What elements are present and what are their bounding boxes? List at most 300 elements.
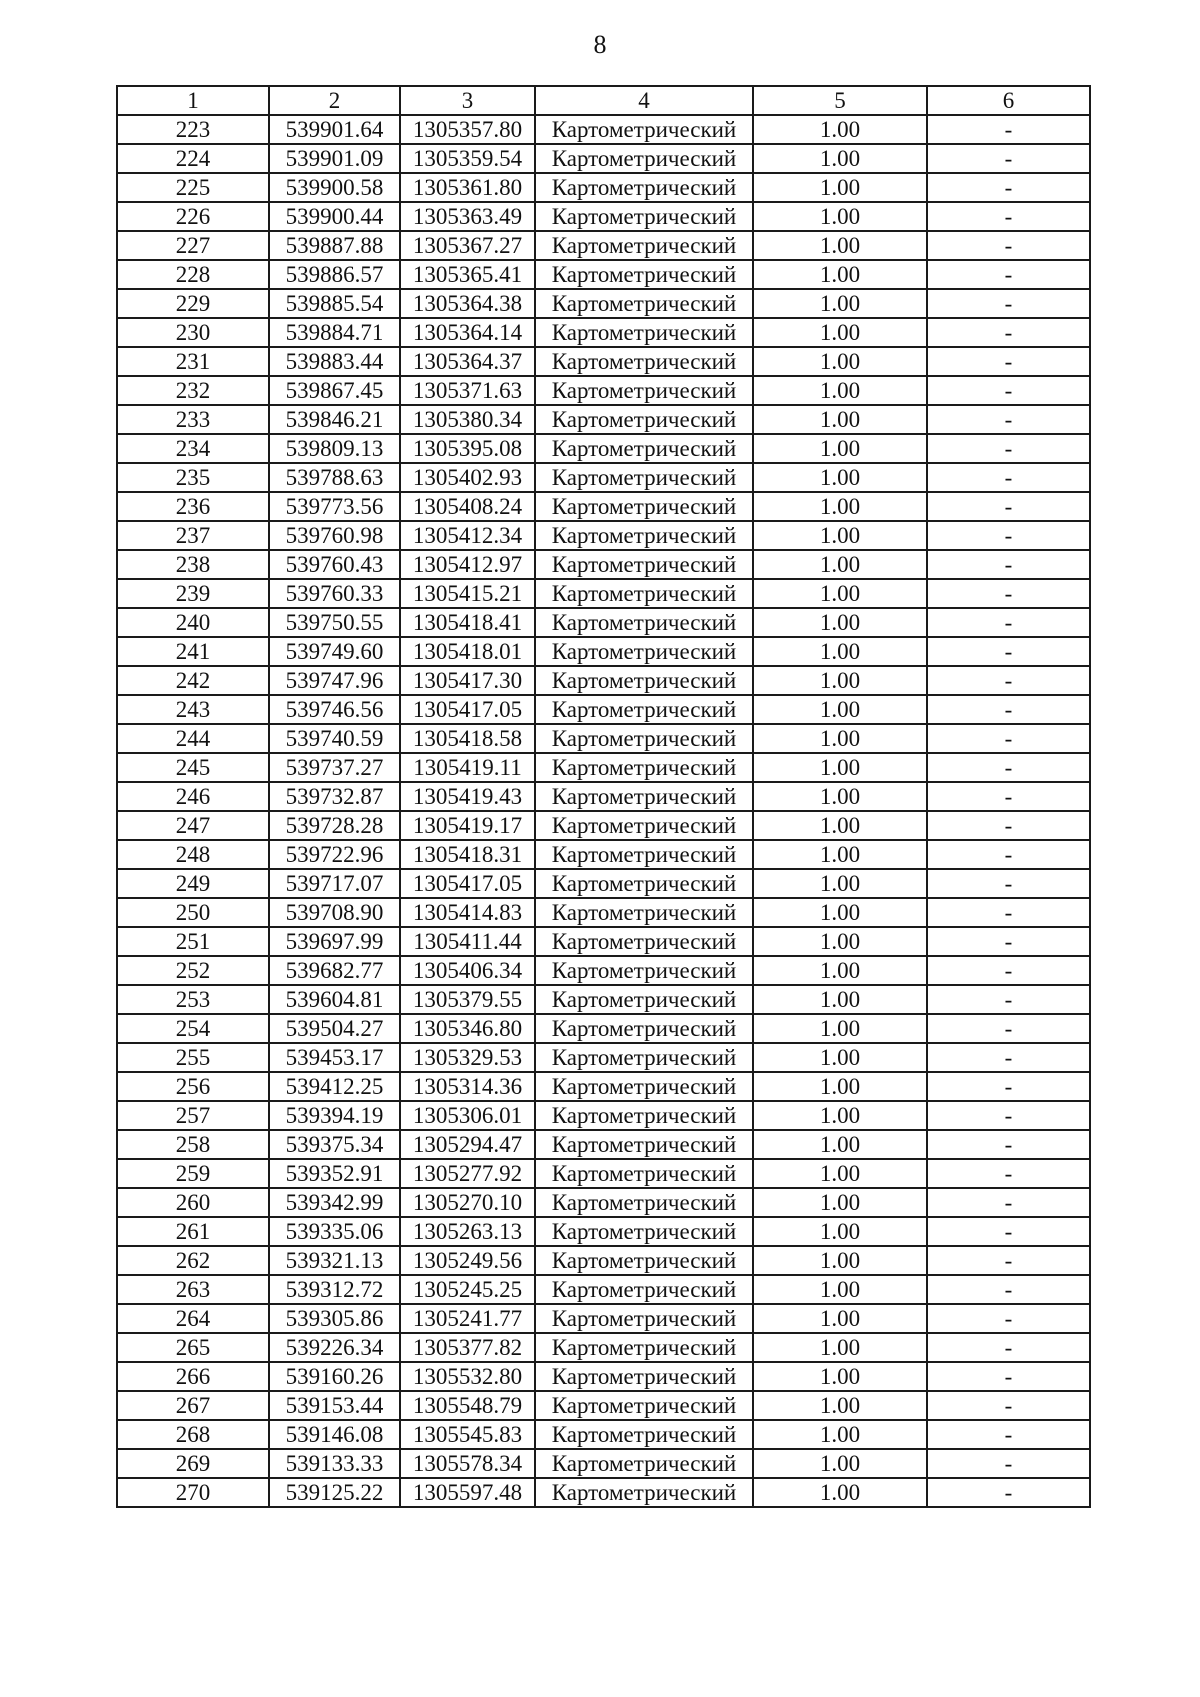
x-coordinate-cell: 539760.43 — [269, 550, 400, 579]
y-coordinate-cell: 1305408.24 — [400, 492, 535, 521]
method-cell: Картометрический — [535, 405, 753, 434]
method-cell: Картометрический — [535, 1014, 753, 1043]
x-coordinate-cell: 539749.60 — [269, 637, 400, 666]
accuracy-cell: 1.00 — [753, 1101, 927, 1130]
point-number-cell: 261 — [117, 1217, 269, 1246]
description-cell: - — [927, 1478, 1090, 1507]
description-cell: - — [927, 1130, 1090, 1159]
method-cell: Картометрический — [535, 318, 753, 347]
method-cell: Картометрический — [535, 173, 753, 202]
table-row — [117, 898, 1090, 927]
y-coordinate-cell: 1305371.63 — [400, 376, 535, 405]
accuracy-cell: 1.00 — [753, 1072, 927, 1101]
accuracy-cell: 1.00 — [753, 463, 927, 492]
point-number-cell: 263 — [117, 1275, 269, 1304]
accuracy-cell: 1.00 — [753, 347, 927, 376]
x-coordinate-cell: 539887.88 — [269, 231, 400, 260]
point-number-cell: 228 — [117, 260, 269, 289]
column-header-2: 2 — [269, 86, 400, 115]
column-header-1: 1 — [117, 86, 269, 115]
accuracy-cell: 1.00 — [753, 1420, 927, 1449]
x-coordinate-cell: 539504.27 — [269, 1014, 400, 1043]
description-cell: - — [927, 1101, 1090, 1130]
description-cell: - — [927, 231, 1090, 260]
table-row — [117, 492, 1090, 521]
table-row — [117, 144, 1090, 173]
accuracy-cell: 1.00 — [753, 434, 927, 463]
point-number-cell: 262 — [117, 1246, 269, 1275]
y-coordinate-cell: 1305419.17 — [400, 811, 535, 840]
y-coordinate-cell: 1305418.58 — [400, 724, 535, 753]
x-coordinate-cell: 539746.56 — [269, 695, 400, 724]
description-cell: - — [927, 521, 1090, 550]
description-cell: - — [927, 1304, 1090, 1333]
point-number-cell: 255 — [117, 1043, 269, 1072]
point-number-cell: 240 — [117, 608, 269, 637]
description-cell: - — [927, 1159, 1090, 1188]
x-coordinate-cell: 539773.56 — [269, 492, 400, 521]
x-coordinate-cell: 539335.06 — [269, 1217, 400, 1246]
method-cell: Картометрический — [535, 1043, 753, 1072]
table-row — [117, 1275, 1090, 1304]
page-number: 8 — [593, 30, 607, 59]
point-number-cell: 231 — [117, 347, 269, 376]
y-coordinate-cell: 1305249.56 — [400, 1246, 535, 1275]
y-coordinate-cell: 1305270.10 — [400, 1188, 535, 1217]
table-row — [117, 840, 1090, 869]
description-cell: - — [927, 811, 1090, 840]
table-row — [117, 637, 1090, 666]
description-cell: - — [927, 1275, 1090, 1304]
method-cell: Картометрический — [535, 376, 753, 405]
accuracy-cell: 1.00 — [753, 811, 927, 840]
point-number-cell: 246 — [117, 782, 269, 811]
point-number-cell: 247 — [117, 811, 269, 840]
accuracy-cell: 1.00 — [753, 753, 927, 782]
table-row — [117, 202, 1090, 231]
method-cell: Картометрический — [535, 753, 753, 782]
table-row — [117, 695, 1090, 724]
table-row — [117, 347, 1090, 376]
y-coordinate-cell: 1305418.31 — [400, 840, 535, 869]
table-row — [117, 289, 1090, 318]
point-number-cell: 226 — [117, 202, 269, 231]
point-number-cell: 249 — [117, 869, 269, 898]
y-coordinate-cell: 1305578.34 — [400, 1449, 535, 1478]
description-cell: - — [927, 1420, 1090, 1449]
point-number-cell: 241 — [117, 637, 269, 666]
y-coordinate-cell: 1305418.01 — [400, 637, 535, 666]
x-coordinate-cell: 539375.34 — [269, 1130, 400, 1159]
table-row — [117, 1362, 1090, 1391]
accuracy-cell: 1.00 — [753, 1275, 927, 1304]
x-coordinate-cell: 539453.17 — [269, 1043, 400, 1072]
accuracy-cell: 1.00 — [753, 927, 927, 956]
y-coordinate-cell: 1305364.14 — [400, 318, 535, 347]
x-coordinate-cell: 539886.57 — [269, 260, 400, 289]
table-row — [117, 1101, 1090, 1130]
x-coordinate-cell: 539732.87 — [269, 782, 400, 811]
y-coordinate-cell: 1305361.80 — [400, 173, 535, 202]
method-cell: Картометрический — [535, 927, 753, 956]
y-coordinate-cell: 1305419.11 — [400, 753, 535, 782]
description-cell: - — [927, 1217, 1090, 1246]
accuracy-cell: 1.00 — [753, 173, 927, 202]
description-cell: - — [927, 1188, 1090, 1217]
method-cell: Картометрический — [535, 956, 753, 985]
table-row — [117, 231, 1090, 260]
y-coordinate-cell: 1305411.44 — [400, 927, 535, 956]
description-cell: - — [927, 173, 1090, 202]
x-coordinate-cell: 539750.55 — [269, 608, 400, 637]
description-cell: - — [927, 1072, 1090, 1101]
point-number-cell: 224 — [117, 144, 269, 173]
y-coordinate-cell: 1305306.01 — [400, 1101, 535, 1130]
y-coordinate-cell: 1305597.48 — [400, 1478, 535, 1507]
accuracy-cell: 1.00 — [753, 1188, 927, 1217]
y-coordinate-cell: 1305367.27 — [400, 231, 535, 260]
method-cell: Картометрический — [535, 521, 753, 550]
x-coordinate-cell: 539900.44 — [269, 202, 400, 231]
description-cell: - — [927, 1449, 1090, 1478]
description-cell: - — [927, 202, 1090, 231]
table-row — [117, 869, 1090, 898]
accuracy-cell: 1.00 — [753, 1043, 927, 1072]
method-cell: Картометрический — [535, 1275, 753, 1304]
description-cell: - — [927, 840, 1090, 869]
accuracy-cell: 1.00 — [753, 1246, 927, 1275]
accuracy-cell: 1.00 — [753, 608, 927, 637]
method-cell: Картометрический — [535, 1101, 753, 1130]
x-coordinate-cell: 539737.27 — [269, 753, 400, 782]
description-cell: - — [927, 1333, 1090, 1362]
table-row — [117, 753, 1090, 782]
y-coordinate-cell: 1305359.54 — [400, 144, 535, 173]
x-coordinate-cell: 539604.81 — [269, 985, 400, 1014]
description-cell: - — [927, 927, 1090, 956]
method-cell: Картометрический — [535, 724, 753, 753]
description-cell: - — [927, 956, 1090, 985]
table-row — [117, 1333, 1090, 1362]
x-coordinate-cell: 539321.13 — [269, 1246, 400, 1275]
x-coordinate-cell: 539722.96 — [269, 840, 400, 869]
accuracy-cell: 1.00 — [753, 1478, 927, 1507]
accuracy-cell: 1.00 — [753, 1333, 927, 1362]
point-number-cell: 229 — [117, 289, 269, 318]
table-row — [117, 927, 1090, 956]
table-row — [117, 724, 1090, 753]
accuracy-cell: 1.00 — [753, 1449, 927, 1478]
method-cell: Картометрический — [535, 1130, 753, 1159]
x-coordinate-cell: 539352.91 — [269, 1159, 400, 1188]
point-number-cell: 243 — [117, 695, 269, 724]
method-cell: Картометрический — [535, 1420, 753, 1449]
x-coordinate-cell: 539153.44 — [269, 1391, 400, 1420]
point-number-cell: 227 — [117, 231, 269, 260]
y-coordinate-cell: 1305241.77 — [400, 1304, 535, 1333]
point-number-cell: 236 — [117, 492, 269, 521]
description-cell: - — [927, 1246, 1090, 1275]
accuracy-cell: 1.00 — [753, 985, 927, 1014]
y-coordinate-cell: 1305364.38 — [400, 289, 535, 318]
accuracy-cell: 1.00 — [753, 260, 927, 289]
y-coordinate-cell: 1305545.83 — [400, 1420, 535, 1449]
x-coordinate-cell: 539312.72 — [269, 1275, 400, 1304]
table-row — [117, 1449, 1090, 1478]
point-number-cell: 251 — [117, 927, 269, 956]
table-row — [117, 1246, 1090, 1275]
accuracy-cell: 1.00 — [753, 840, 927, 869]
accuracy-cell: 1.00 — [753, 1159, 927, 1188]
method-cell: Картометрический — [535, 144, 753, 173]
accuracy-cell: 1.00 — [753, 550, 927, 579]
point-number-cell: 242 — [117, 666, 269, 695]
method-cell: Картометрический — [535, 463, 753, 492]
x-coordinate-cell: 539747.96 — [269, 666, 400, 695]
accuracy-cell: 1.00 — [753, 782, 927, 811]
y-coordinate-cell: 1305245.25 — [400, 1275, 535, 1304]
x-coordinate-cell: 539884.71 — [269, 318, 400, 347]
accuracy-cell: 1.00 — [753, 695, 927, 724]
x-coordinate-cell: 539885.54 — [269, 289, 400, 318]
y-coordinate-cell: 1305417.05 — [400, 869, 535, 898]
x-coordinate-cell: 539760.98 — [269, 521, 400, 550]
y-coordinate-cell: 1305380.34 — [400, 405, 535, 434]
table-row — [117, 811, 1090, 840]
x-coordinate-cell: 539226.34 — [269, 1333, 400, 1362]
accuracy-cell: 1.00 — [753, 579, 927, 608]
accuracy-cell: 1.00 — [753, 289, 927, 318]
table-row — [117, 1217, 1090, 1246]
point-number-cell: 259 — [117, 1159, 269, 1188]
description-cell: - — [927, 550, 1090, 579]
point-number-cell: 232 — [117, 376, 269, 405]
description-cell: - — [927, 115, 1090, 144]
accuracy-cell: 1.00 — [753, 637, 927, 666]
point-number-cell: 254 — [117, 1014, 269, 1043]
point-number-cell: 235 — [117, 463, 269, 492]
point-number-cell: 258 — [117, 1130, 269, 1159]
method-cell: Картометрический — [535, 840, 753, 869]
table-row — [117, 956, 1090, 985]
method-cell: Картометрический — [535, 1449, 753, 1478]
y-coordinate-cell: 1305346.80 — [400, 1014, 535, 1043]
x-coordinate-cell: 539160.26 — [269, 1362, 400, 1391]
x-coordinate-cell: 539133.33 — [269, 1449, 400, 1478]
point-number-cell: 266 — [117, 1362, 269, 1391]
y-coordinate-cell: 1305532.80 — [400, 1362, 535, 1391]
accuracy-cell: 1.00 — [753, 405, 927, 434]
table-body — [117, 115, 1090, 1507]
header-row — [117, 86, 1090, 115]
x-coordinate-cell: 539412.25 — [269, 1072, 400, 1101]
point-number-cell: 237 — [117, 521, 269, 550]
description-cell: - — [927, 1043, 1090, 1072]
accuracy-cell: 1.00 — [753, 956, 927, 985]
method-cell: Картометрический — [535, 550, 753, 579]
y-coordinate-cell: 1305418.41 — [400, 608, 535, 637]
accuracy-cell: 1.00 — [753, 1014, 927, 1043]
accuracy-cell: 1.00 — [753, 666, 927, 695]
table-row — [117, 1072, 1090, 1101]
accuracy-cell: 1.00 — [753, 1391, 927, 1420]
method-cell: Картометрический — [535, 1159, 753, 1188]
y-coordinate-cell: 1305377.82 — [400, 1333, 535, 1362]
accuracy-cell: 1.00 — [753, 869, 927, 898]
y-coordinate-cell: 1305412.97 — [400, 550, 535, 579]
table-row — [117, 260, 1090, 289]
table-row — [117, 521, 1090, 550]
description-cell: - — [927, 695, 1090, 724]
description-cell: - — [927, 434, 1090, 463]
method-cell: Картометрический — [535, 1188, 753, 1217]
x-coordinate-cell: 539788.63 — [269, 463, 400, 492]
x-coordinate-cell: 539740.59 — [269, 724, 400, 753]
y-coordinate-cell: 1305364.37 — [400, 347, 535, 376]
x-coordinate-cell: 539697.99 — [269, 927, 400, 956]
method-cell: Картометрический — [535, 1246, 753, 1275]
method-cell: Картометрический — [535, 231, 753, 260]
point-number-cell: 223 — [117, 115, 269, 144]
method-cell: Картометрический — [535, 579, 753, 608]
point-number-cell: 225 — [117, 173, 269, 202]
point-number-cell: 270 — [117, 1478, 269, 1507]
method-cell: Картометрический — [535, 1478, 753, 1507]
point-number-cell: 260 — [117, 1188, 269, 1217]
y-coordinate-cell: 1305379.55 — [400, 985, 535, 1014]
x-coordinate-cell: 539901.09 — [269, 144, 400, 173]
description-cell: - — [927, 376, 1090, 405]
method-cell: Картометрический — [535, 666, 753, 695]
point-number-cell: 233 — [117, 405, 269, 434]
description-cell: - — [927, 144, 1090, 173]
point-number-cell: 264 — [117, 1304, 269, 1333]
point-number-cell: 265 — [117, 1333, 269, 1362]
x-coordinate-cell: 539146.08 — [269, 1420, 400, 1449]
accuracy-cell: 1.00 — [753, 144, 927, 173]
method-cell: Картометрический — [535, 347, 753, 376]
description-cell: - — [927, 1391, 1090, 1420]
table-row — [117, 666, 1090, 695]
y-coordinate-cell: 1305263.13 — [400, 1217, 535, 1246]
description-cell: - — [927, 898, 1090, 927]
table-row — [117, 1159, 1090, 1188]
table-row — [117, 434, 1090, 463]
x-coordinate-cell: 539760.33 — [269, 579, 400, 608]
point-number-cell: 244 — [117, 724, 269, 753]
accuracy-cell: 1.00 — [753, 1304, 927, 1333]
y-coordinate-cell: 1305548.79 — [400, 1391, 535, 1420]
y-coordinate-cell: 1305363.49 — [400, 202, 535, 231]
y-coordinate-cell: 1305417.30 — [400, 666, 535, 695]
description-cell: - — [927, 753, 1090, 782]
method-cell: Картометрический — [535, 1072, 753, 1101]
accuracy-cell: 1.00 — [753, 521, 927, 550]
x-coordinate-cell: 539394.19 — [269, 1101, 400, 1130]
method-cell: Картометрический — [535, 1304, 753, 1333]
method-cell: Картометрический — [535, 695, 753, 724]
y-coordinate-cell: 1305412.34 — [400, 521, 535, 550]
method-cell: Картометрический — [535, 1391, 753, 1420]
description-cell: - — [927, 608, 1090, 637]
table-row — [117, 1478, 1090, 1507]
column-header-5: 5 — [753, 86, 927, 115]
method-cell: Картометрический — [535, 115, 753, 144]
method-cell: Картометрический — [535, 811, 753, 840]
x-coordinate-cell: 539342.99 — [269, 1188, 400, 1217]
method-cell: Картометрический — [535, 637, 753, 666]
table-row — [117, 1130, 1090, 1159]
x-coordinate-cell: 539728.28 — [269, 811, 400, 840]
description-cell: - — [927, 782, 1090, 811]
method-cell: Картометрический — [535, 985, 753, 1014]
description-cell: - — [927, 260, 1090, 289]
point-number-cell: 238 — [117, 550, 269, 579]
x-coordinate-cell: 539883.44 — [269, 347, 400, 376]
accuracy-cell: 1.00 — [753, 1130, 927, 1159]
column-header-4: 4 — [535, 86, 753, 115]
y-coordinate-cell: 1305357.80 — [400, 115, 535, 144]
method-cell: Картометрический — [535, 898, 753, 927]
table-row — [117, 608, 1090, 637]
table-row — [117, 550, 1090, 579]
accuracy-cell: 1.00 — [753, 898, 927, 927]
point-number-cell: 248 — [117, 840, 269, 869]
method-cell: Картометрический — [535, 289, 753, 318]
description-cell: - — [927, 869, 1090, 898]
description-cell: - — [927, 985, 1090, 1014]
description-cell: - — [927, 492, 1090, 521]
y-coordinate-cell: 1305277.92 — [400, 1159, 535, 1188]
description-cell: - — [927, 666, 1090, 695]
method-cell: Картометрический — [535, 1362, 753, 1391]
method-cell: Картометрический — [535, 492, 753, 521]
point-number-cell: 253 — [117, 985, 269, 1014]
x-coordinate-cell: 539305.86 — [269, 1304, 400, 1333]
accuracy-cell: 1.00 — [753, 376, 927, 405]
column-header-6: 6 — [927, 86, 1090, 115]
x-coordinate-cell: 539717.07 — [269, 869, 400, 898]
x-coordinate-cell: 539708.90 — [269, 898, 400, 927]
y-coordinate-cell: 1305395.08 — [400, 434, 535, 463]
point-number-cell: 250 — [117, 898, 269, 927]
table-row — [117, 1188, 1090, 1217]
table-header — [117, 86, 1090, 115]
description-cell: - — [927, 289, 1090, 318]
y-coordinate-cell: 1305329.53 — [400, 1043, 535, 1072]
description-cell: - — [927, 405, 1090, 434]
y-coordinate-cell: 1305294.47 — [400, 1130, 535, 1159]
table-row — [117, 173, 1090, 202]
x-coordinate-cell: 539901.64 — [269, 115, 400, 144]
table-row — [117, 463, 1090, 492]
method-cell: Картометрический — [535, 1333, 753, 1362]
x-coordinate-cell: 539900.58 — [269, 173, 400, 202]
method-cell: Картометрический — [535, 260, 753, 289]
accuracy-cell: 1.00 — [753, 318, 927, 347]
x-coordinate-cell: 539846.21 — [269, 405, 400, 434]
y-coordinate-cell: 1305365.41 — [400, 260, 535, 289]
method-cell: Картометрический — [535, 608, 753, 637]
point-number-cell: 269 — [117, 1449, 269, 1478]
point-number-cell: 268 — [117, 1420, 269, 1449]
coordinates-table — [116, 85, 1091, 1508]
y-coordinate-cell: 1305406.34 — [400, 956, 535, 985]
table-row — [117, 1043, 1090, 1072]
description-cell: - — [927, 318, 1090, 347]
table-row — [117, 1420, 1090, 1449]
point-number-cell: 267 — [117, 1391, 269, 1420]
